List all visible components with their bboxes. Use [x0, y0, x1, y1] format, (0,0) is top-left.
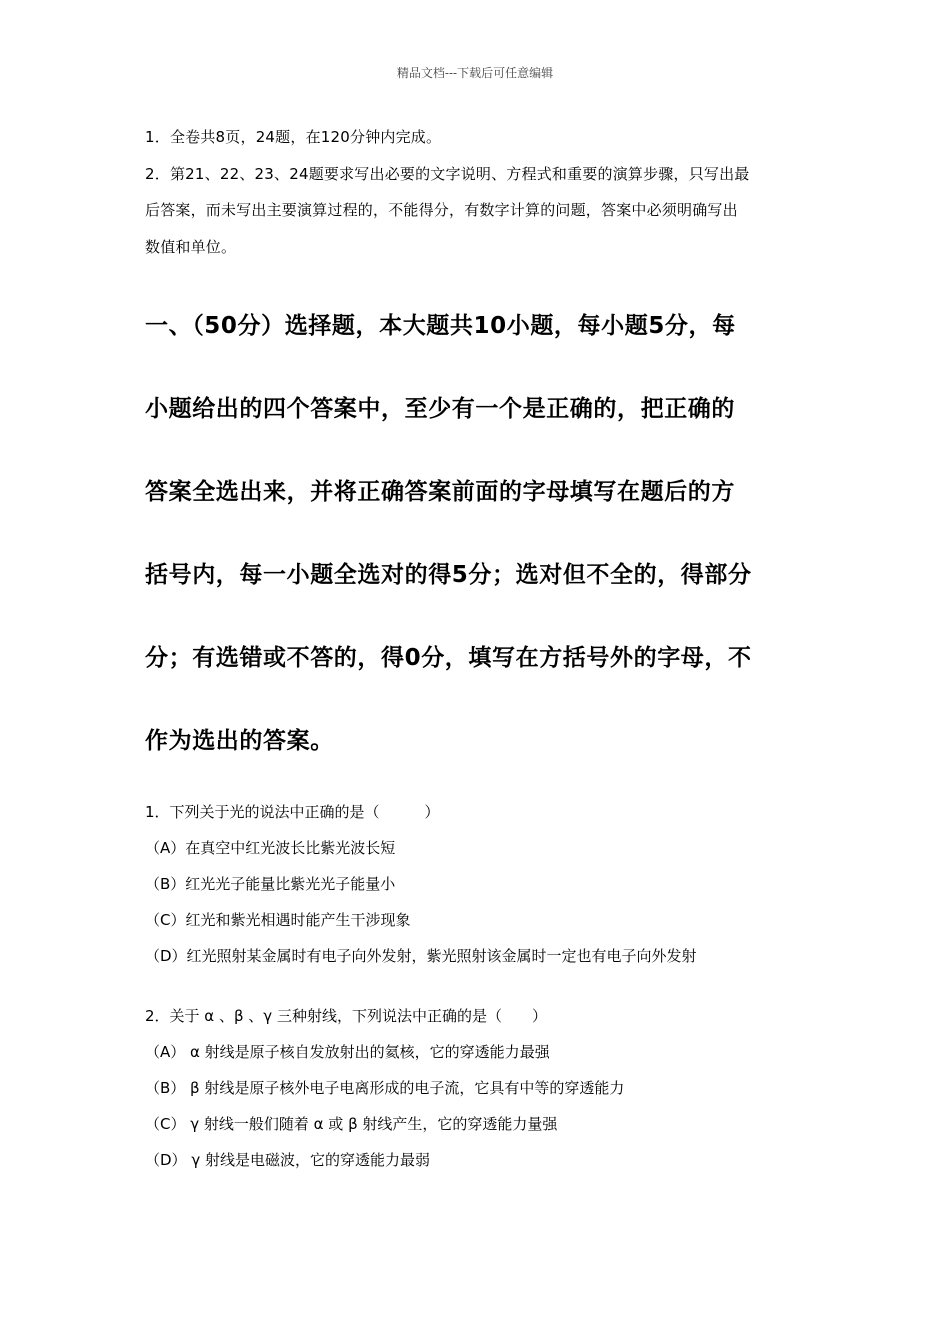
question-1 — [145, 798, 810, 978]
question-stem: 1．下列关于光的说法中正确的是（ ） — [145, 803, 440, 821]
section-heading-line: 括号内，每一小题全选对的得5分；选对但不全的，得部分 — [145, 562, 752, 588]
section-heading-line: 一、（50分）选择题，本大题共10小题，每小题5分，每 — [145, 313, 736, 339]
option-a: （A）在真空中红光波长比紫光波长短 — [145, 839, 396, 857]
instruction-line: 1．全卷共8页，24题，在120分钟内完成。 — [145, 128, 442, 146]
option-a: （A） α 射线是原子核自发放射出的氦核，它的穿透能力最强 — [145, 1043, 550, 1061]
option-d: （D）红光照射某金属时有电子向外发射，紫光照射该金属时一定也有电子向外发射 — [145, 947, 697, 965]
option-d: （D） γ 射线是电磁波，它的穿透能力最弱 — [145, 1151, 430, 1169]
question-2 — [145, 1002, 810, 1182]
section-heading-line: 分；有选错或不答的，得0分，填写在方括号外的字母，不 — [145, 645, 752, 671]
section-heading-line: 小题给出的四个答案中，至少有一个是正确的，把正确的 — [145, 396, 735, 422]
option-c: （C） γ 射线一般们随着 α 或 β 射线产生，它的穿透能力量强 — [145, 1115, 558, 1133]
instruction-line: 后答案，而未写出主要演算过程的，不能得分，有数字计算的问题，答案中必须明确写出 — [145, 201, 738, 219]
section-heading-line: 作为选出的答案。 — [145, 728, 334, 754]
page-header: 精品文档---下载后可任意编辑 — [396, 66, 554, 80]
instruction-line: 数值和单位。 — [145, 237, 237, 256]
option-c: （C）红光和紫光相遇时能产生干涉现象 — [145, 911, 411, 929]
section-heading-line: 答案全选出来，并将正确答案前面的字母填写在题后的方 — [145, 479, 735, 505]
question-stem: 2．关于 α 、β 、γ 三种射线，下列说法中正确的是（ ） — [145, 1007, 547, 1025]
instructions — [145, 124, 810, 270]
option-b: （B）红光光子能量比紫光光子能量小 — [145, 875, 396, 893]
instruction-line: 2．第21、22、23、24题要求写出必要的文字说明、方程式和重要的演算步骤，只写出最 — [145, 164, 750, 183]
section-heading — [145, 285, 810, 783]
option-b: （B） β 射线是原子核外电子电离形成的电子流，它具有中等的穿透能力 — [145, 1079, 625, 1097]
